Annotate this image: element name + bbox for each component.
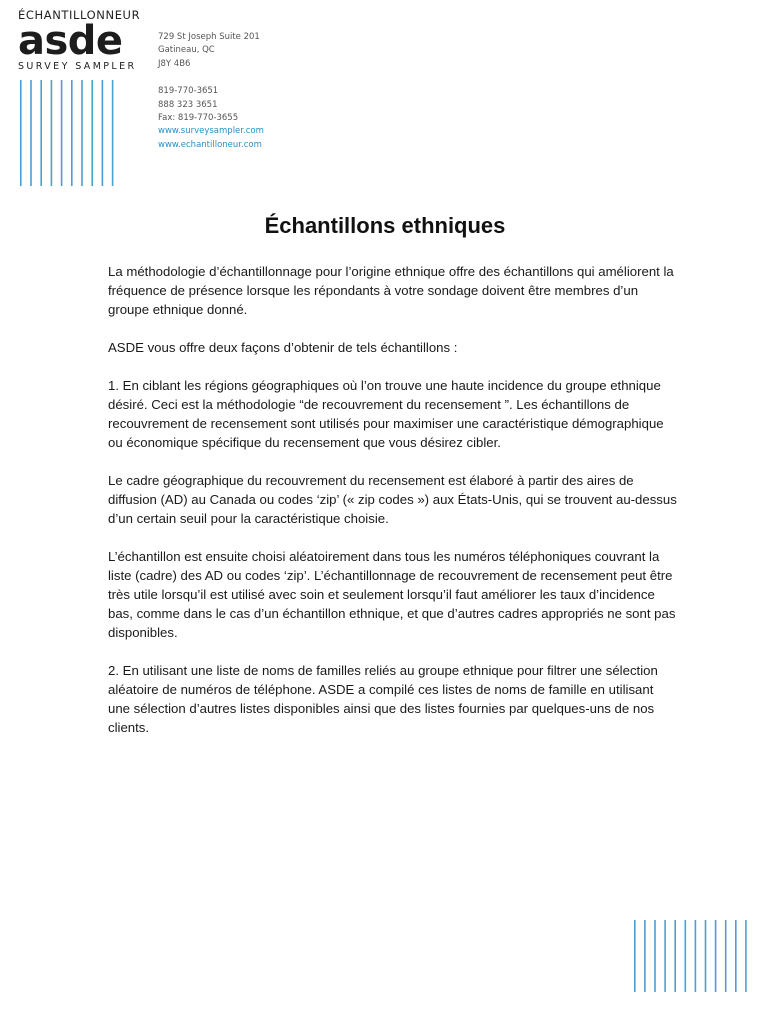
address-line-1: 729 St Joseph Suite 201: [158, 32, 260, 42]
paragraph: 2. En utilisant une liste de noms de familles reliés au groupe ethnique pour filtrer une sélection aléatoire de numéros de téléphone. ASDE a compilé ces listes de noms de famille en utilisant une sélection d’autres listes disponibles ainsi que des listes fournies par quelques-uns de nos clients.: [108, 663, 658, 735]
logo-bars-graphic: [20, 80, 125, 188]
logo-wordmark: asde: [18, 18, 123, 64]
address-line-3: J8Y 4B6: [158, 58, 191, 69]
decorative-bar: [30, 80, 32, 186]
decorative-bar: [102, 80, 104, 186]
decorative-bar: [654, 920, 656, 992]
paragraph: Le cadre géographique du recouvrement du recensement est élaboré à partir des aires de diffusion (AD) au Canada ou codes ‘zip’ (« zip codes ») aux États-Unis, qui se trouvent au-dessus d’un certain seuil pour la caractéristique choisie.: [108, 473, 677, 526]
logo-subtitle: SURVEY SAMPLER: [18, 61, 137, 72]
decorative-bar: [20, 80, 22, 186]
decorative-bar: [91, 80, 93, 186]
decorative-bar: [685, 920, 687, 992]
decorative-bar: [695, 920, 697, 992]
decorative-bar: [61, 80, 63, 186]
fax: Fax: 819-770-3655: [158, 113, 239, 124]
decorative-bar: [715, 920, 717, 992]
website-link-1[interactable]: www.surveysampler.com: [158, 126, 264, 137]
website-link-2[interactable]: www.echantilloneur.com: [158, 139, 262, 150]
decorative-bar: [725, 920, 727, 992]
decorative-bar: [674, 920, 676, 992]
paragraph: 1. En ciblant les régions géographiques où l’on trouve une haute incidence du groupe ethnique désiré. Ceci est la méthodologie “de recouvrement du recensement ”. Les échantillons de recouvrement de recensement sont utilisés pour maximiser une caractéristique démographique ou économique spécifique du recensement que vous désirez cibler.: [108, 378, 664, 450]
decorative-bar: [664, 920, 666, 992]
decorative-bar: [71, 80, 73, 186]
phone-1: 819-770-3651: [158, 86, 219, 97]
address-line-2: Gatineau, QC: [158, 45, 215, 56]
logo-top-text: ÉCHANTILLONNEUR: [18, 8, 141, 22]
corner-bars-graphic: [634, 920, 754, 994]
company-logo: [18, 8, 148, 73]
decorative-bar: [634, 920, 636, 992]
paragraph: ASDE vous offre deux façons d’obtenir de tels échantillons :: [108, 340, 458, 355]
document-title: Échantillons ethniques: [264, 213, 506, 238]
decorative-bar: [51, 80, 53, 186]
decorative-bar: [735, 920, 737, 992]
decorative-bar: [705, 920, 707, 992]
decorative-bar: [112, 80, 114, 186]
contact-block: [158, 31, 264, 152]
decorative-bar: [81, 80, 83, 186]
decorative-bar: [40, 80, 42, 186]
paragraph: L’échantillon est ensuite choisi aléatoirement dans tous les numéros téléphoniques couvrant la liste (cadre) des AD ou codes ‘zip’. L’échantillonnage de recouvrement de recensement peut être très utile lorsqu’il est utilisé avec soin et seulement lorsqu’il faut améliorer les taux d’incidence bas, comme dans le cas d’un échantillon ethnique, et que d’autres cadres appropriés ne sont pas disponibles.: [108, 549, 676, 640]
paragraph: La méthodologie d’échantillonnage pour l’origine ethnique offre des échantillons qui améliorent la fréquence de présence lorsque les répondants à votre sondage doivent être membres d’un groupe ethnique donné.: [108, 264, 674, 317]
document-body: [108, 262, 678, 756]
decorative-bar: [644, 920, 646, 992]
phone-2: 888 323 3651: [158, 99, 218, 110]
decorative-bar: [745, 920, 747, 992]
